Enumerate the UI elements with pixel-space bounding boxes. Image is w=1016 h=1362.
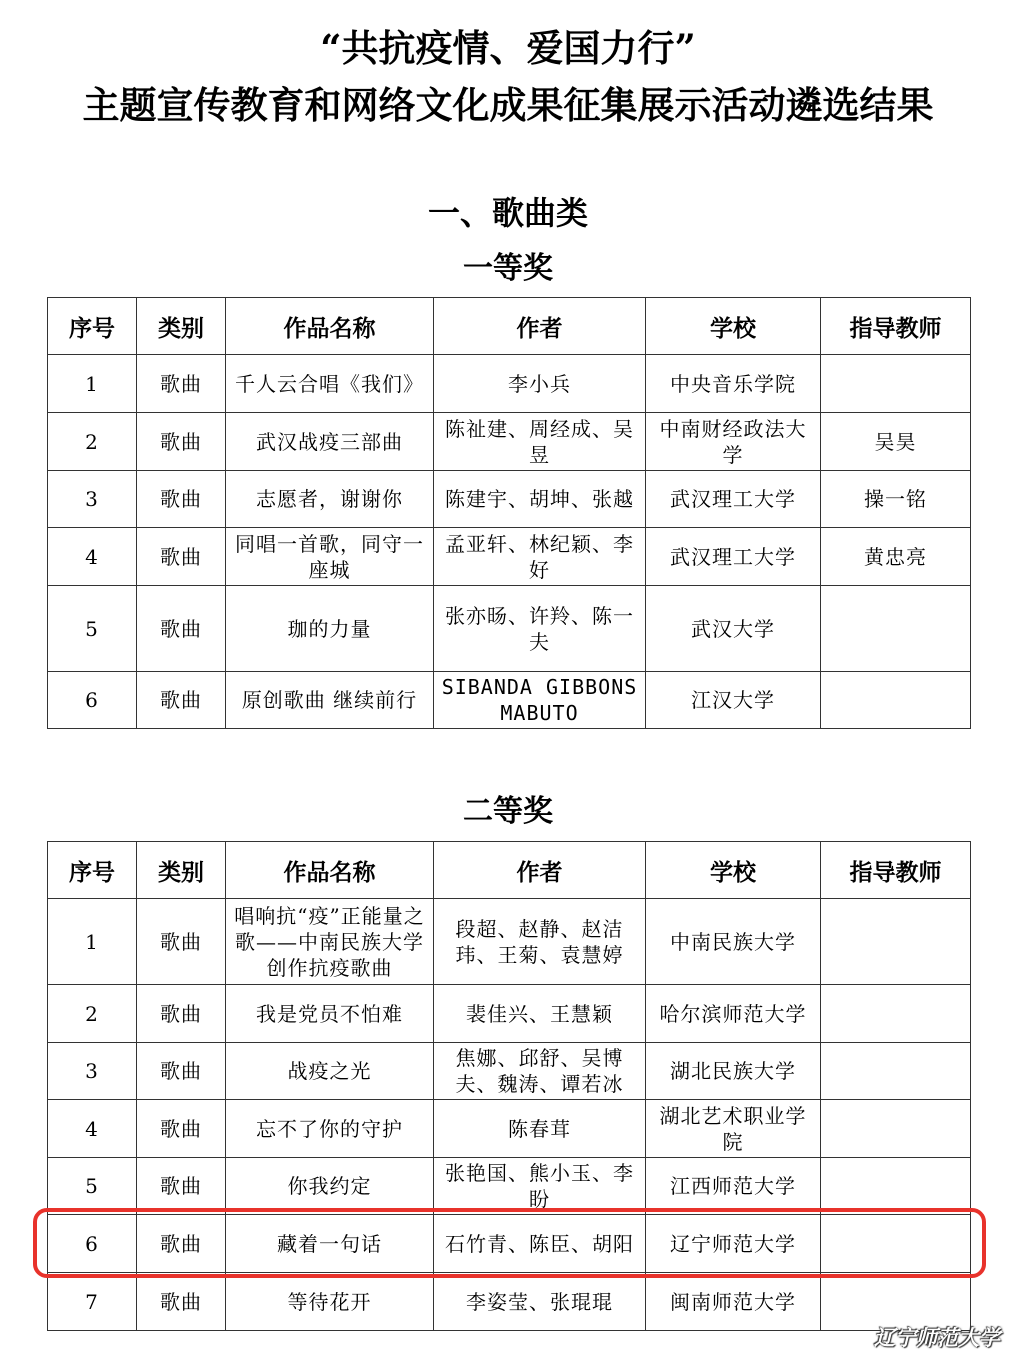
cell-teacher: [821, 899, 971, 985]
cell-author: 李姿莹、张琨琨: [434, 1273, 646, 1331]
cell-type: 歌曲: [137, 1100, 226, 1158]
document-title-line2: 主题宣传教育和网络文化成果征集展示活动遴选结果: [82, 83, 934, 127]
first-prize-title: 一等奖: [463, 251, 553, 286]
cell-work: 等待花开: [226, 1273, 434, 1331]
column-header-school: 学校: [646, 298, 821, 355]
cell-no: 2: [48, 985, 137, 1043]
cell-author: 石竹青、陈臣、胡阳: [434, 1215, 646, 1273]
cell-no: 5: [48, 586, 137, 672]
table-row: [48, 413, 971, 471]
table-header-row: [48, 842, 971, 899]
cell-type: 歌曲: [137, 672, 226, 729]
cell-school: 辽宁师范大学: [646, 1215, 821, 1273]
cell-school: 江西师范大学: [646, 1158, 821, 1215]
cell-work: 藏着一句话: [226, 1215, 434, 1273]
cell-type: 歌曲: [137, 528, 226, 586]
cell-type: 歌曲: [137, 1273, 226, 1331]
cell-teacher: [821, 586, 971, 672]
cell-work: 志愿者，谢谢你: [226, 471, 434, 528]
cell-type: 歌曲: [137, 1043, 226, 1100]
cell-author: 陈春茸: [434, 1100, 646, 1158]
cell-no: 4: [48, 528, 137, 586]
cell-school: 武汉大学: [646, 586, 821, 672]
cell-author: 孟亚轩、林纪颖、李好: [434, 528, 646, 586]
cell-school: 中南财经政法大学: [646, 413, 821, 471]
cell-author: 裴佳兴、王慧颖: [434, 985, 646, 1043]
second-prize-table: [47, 841, 971, 1331]
cell-teacher: [821, 1043, 971, 1100]
cell-school: 中南民族大学: [646, 899, 821, 985]
column-header-no: 序号: [48, 298, 137, 355]
table-row: [48, 355, 971, 413]
table-row: [48, 899, 971, 985]
cell-no: 3: [48, 1043, 137, 1100]
watermark: 辽宁师范大学: [874, 1326, 1000, 1350]
cell-school: 湖北民族大学: [646, 1043, 821, 1100]
cell-school: 江汉大学: [646, 672, 821, 729]
second-prize-title: 二等奖: [463, 794, 553, 829]
column-header-work: 作品名称: [226, 842, 434, 899]
cell-no: 7: [48, 1273, 137, 1331]
column-header-teacher: 指导教师: [821, 298, 971, 355]
cell-no: 6: [48, 1215, 137, 1273]
cell-author: 陈祉建、周经成、吴昱: [434, 413, 646, 471]
cell-teacher: [821, 985, 971, 1043]
cell-work: 同唱一首歌，同守一座城: [226, 528, 434, 586]
column-header-author: 作者: [434, 842, 646, 899]
section-title: 一、歌曲类: [427, 194, 588, 232]
column-header-type: 类别: [137, 842, 226, 899]
cell-no: 2: [48, 413, 137, 471]
table-row: [48, 1043, 971, 1100]
cell-school: 中央音乐学院: [646, 355, 821, 413]
cell-author: 李小兵: [434, 355, 646, 413]
cell-school: 闽南师范大学: [646, 1273, 821, 1331]
cell-work: 千人云合唱《我们》: [226, 355, 434, 413]
cell-type: 歌曲: [137, 413, 226, 471]
cell-author: 陈建宇、胡坤、张越: [434, 471, 646, 528]
cell-work: 忘不了你的守护: [226, 1100, 434, 1158]
cell-author: SIBANDA GIBBONS MABUTO: [434, 672, 646, 729]
cell-work: 珈的力量: [226, 586, 434, 672]
table-row: [48, 1273, 971, 1331]
cell-author: 张亦旸、许羚、陈一夫: [434, 586, 646, 672]
cell-teacher: 吴昊: [821, 413, 971, 471]
cell-no: 1: [48, 899, 137, 985]
cell-work: 你我约定: [226, 1158, 434, 1215]
document-title-line1: “共抗疫情、爱国力行”: [320, 26, 696, 70]
cell-teacher: [821, 1215, 971, 1273]
cell-type: 歌曲: [137, 1158, 226, 1215]
cell-teacher: 操一铭: [821, 471, 971, 528]
cell-teacher: [821, 1158, 971, 1215]
column-header-type: 类别: [137, 298, 226, 355]
column-header-teacher: 指导教师: [821, 842, 971, 899]
column-header-school: 学校: [646, 842, 821, 899]
cell-school: 武汉理工大学: [646, 528, 821, 586]
cell-type: 歌曲: [137, 1215, 226, 1273]
table-row: [48, 672, 971, 729]
cell-no: 3: [48, 471, 137, 528]
cell-work: 武汉战疫三部曲: [226, 413, 434, 471]
column-header-author: 作者: [434, 298, 646, 355]
cell-work: 战疫之光: [226, 1043, 434, 1100]
table-header-row: [48, 298, 971, 355]
table-row: [48, 1158, 971, 1215]
cell-type: 歌曲: [137, 586, 226, 672]
cell-author: 焦娜、邱舒、吴博夫、魏涛、谭若冰: [434, 1043, 646, 1100]
cell-type: 歌曲: [137, 471, 226, 528]
table-row: [48, 471, 971, 528]
cell-teacher: [821, 355, 971, 413]
table-row: [48, 586, 971, 672]
cell-author: 张艳国、熊小玉、李盼: [434, 1158, 646, 1215]
cell-teacher: [821, 672, 971, 729]
cell-work: 原创歌曲 继续前行: [226, 672, 434, 729]
table-row: [48, 528, 971, 586]
first-prize-table: [47, 297, 971, 729]
cell-teacher: [821, 1100, 971, 1158]
cell-type: 歌曲: [137, 899, 226, 985]
cell-type: 歌曲: [137, 355, 226, 413]
column-header-work: 作品名称: [226, 298, 434, 355]
cell-teacher: 黄忠亮: [821, 528, 971, 586]
cell-no: 5: [48, 1158, 137, 1215]
cell-author: 段超、赵静、赵洁玮、王菊、袁慧婷: [434, 899, 646, 985]
cell-work: 我是党员不怕难: [226, 985, 434, 1043]
cell-school: 武汉理工大学: [646, 471, 821, 528]
cell-school: 哈尔滨师范大学: [646, 985, 821, 1043]
cell-type: 歌曲: [137, 985, 226, 1043]
table-row: [48, 985, 971, 1043]
cell-no: 1: [48, 355, 137, 413]
cell-work: 唱响抗“疫”正能量之歌——中南民族大学创作抗疫歌曲: [226, 899, 434, 985]
cell-no: 6: [48, 672, 137, 729]
table-row-highlighted: [48, 1215, 971, 1273]
cell-school: 湖北艺术职业学院: [646, 1100, 821, 1158]
table-row: [48, 1100, 971, 1158]
column-header-no: 序号: [48, 842, 137, 899]
cell-no: 4: [48, 1100, 137, 1158]
